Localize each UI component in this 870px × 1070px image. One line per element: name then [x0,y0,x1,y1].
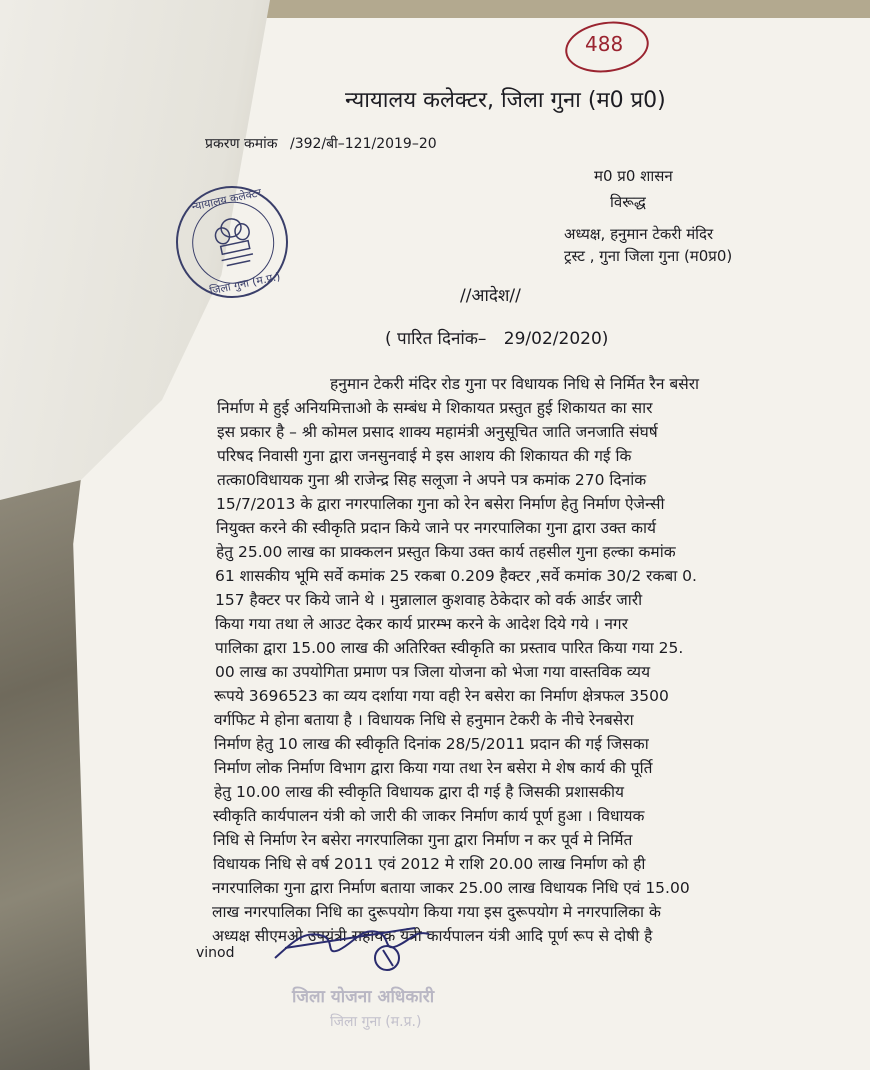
body-line: हेतु 25.00 लाख का प्राक्कलन प्रस्तुत किया उक्त कार्य तहसील गुना हल्का कमांक [216,543,676,561]
court-seal [166,176,299,309]
body-line: स्वीकृति कार्यपालन यंत्री को जारी की जाकर निर्माण कार्य पूर्ण हुआ । विधायक [213,807,645,825]
order-date [385,326,608,349]
body-line: लाख नगरपालिका निधि का दुरूपयोग किया गया इस दुरूपयोग मे नगरपालिका के [212,903,661,921]
body-line: इस प्रकार है – श्री कोमल प्रसाद शाक्य महामंत्री अनुसूचित जाति जनजाति संघर्ष [217,423,658,441]
body-line: रूपये 3696523 का व्यय दर्शाया गया वही रेन बसेरा का निर्माण क्षेत्रफल 3500 [214,687,669,705]
case-ref-value: /392/बी–121/2019–20 [289,136,437,152]
body-line: किया गया तथा ले आउट देकर कार्य प्रारम्भ करने के आदेश दिये गये । नगर [215,615,629,633]
body-line: निर्माण मे हुई अनियमित्ताओ के सम्बंध मे शिकायत प्रस्तुत हुई शिकायत का सार [217,399,653,417]
body-line: पालिका द्वारा 15.00 लाख की अतिरिक्त स्वीकृति का प्रस्ताव पारित किया गया 25. [215,639,684,657]
versus-label: विरूद्ध [610,193,646,211]
body-line: निर्माण हेतु 10 लाख की स्वीकृति दिनांक 28/5/2011 प्रदान की गई जिसका [214,735,649,753]
order-date-label: ( पारित दिनांक– [385,329,487,349]
body-line: हेतु 10.00 लाख की स्वीकृति विधायक द्वारा दी गई है जिसकी प्रशासकीय [214,783,625,801]
body-line: तत्का0विधायक गुना श्री राजेन्द्र सिह सलूजा ने अपने पत्र कमांक 270 दिनांक [217,471,647,489]
body-line: 61 शासकीय भूमि सर्वे कमांक 25 रकबा 0.209 हैक्टर ,सर्वे कमांक 30/2 रकबा 0. [215,567,697,585]
signature-mark [265,900,445,980]
body-line: नियुक्त करने की स्वीकृति प्रदान किये जाने पर नगरपालिका गुना द्वारा उक्त कार्य [216,519,656,537]
order-title: //आदेश// [460,286,521,306]
party-respondent-line1: अध्यक्ष, हनुमान टेकरी मंदिर [564,225,714,243]
order-date-value: 29/02/2020) [503,329,609,349]
body-line: 00 लाख का उपयोगिता प्रमाण पत्र जिला योजना को भेजा गया वास्तविक व्यय [215,663,651,681]
body-line: विधायक निधि से वर्ष 2011 एवं 2012 मे राशि 20.00 लाख निर्माण को ही [213,855,646,873]
body-line: निधि से निर्माण रेन बसेरा नगरपालिका गुना द्वारा निर्माण न कर पूर्व मे निर्मित [213,831,633,849]
case-ref-label: प्रकरण कमांक [205,136,278,152]
typist-initials: vinod [196,945,235,961]
body-line: परिषद निवासी गुना द्वारा जनसुनवाई मे इस आशय की शिकायत की गई कि [217,447,632,465]
body-line: वर्गफिट मे होना बताया है । विधायक निधि से हनुमान टेकरी के नीचे रेनबसेरा [214,711,634,729]
party-respondent-line2: ट्रस्ट , गुना जिला गुना (म0प्र0) [564,247,733,265]
body-line: अध्यक्ष सीएमओ उपयंत्री सहायक यंत्री कार्यपालन यंत्री आदि पूर्ण रूप से दोषी है [212,927,653,945]
stamp-line-2: जिला गुना (म.प्र.) [330,1014,422,1030]
case-reference [205,134,437,153]
body-line: हनुमान टेकरी मंदिर रोड गुना पर विधायक निधि से निर्मित रैन बसेरा [330,375,700,393]
body-line: 157 हैक्टर पर किये जाने थे । मुन्नालाल कुशवाह ठेकेदार को वर्क आर्डर जारी [215,591,643,609]
party-state: म0 प्र0 शासन [594,167,673,185]
body-line: नगरपालिका गुना द्वारा निर्माण बताया जाकर 25.00 लाख विधायक निधि एवं 15.00 [212,879,690,897]
body-line: 15/7/2013 के द्वारा नगरपालिका गुना को रेन बसेरा निर्माण हेतु निर्माण ऐजेन्सी [216,495,665,513]
case-number-handwritten: 488 [585,32,624,56]
seal-text-bottom: जिला गुना (म.प्र.) [208,269,282,298]
seal-text-top: न्यायालय कलेक्टर [190,185,263,214]
stamp-line-1: जिला योजना अधिकारी [292,987,435,1007]
court-heading: न्यायालय कलेक्टर, जिला गुना (म0 प्र0) [345,88,666,113]
body-line: निर्माण लोक निर्माण विभाग द्वारा किया गया तथा रेन बसेरा मे शेष कार्य की पूर्ति [214,759,653,777]
